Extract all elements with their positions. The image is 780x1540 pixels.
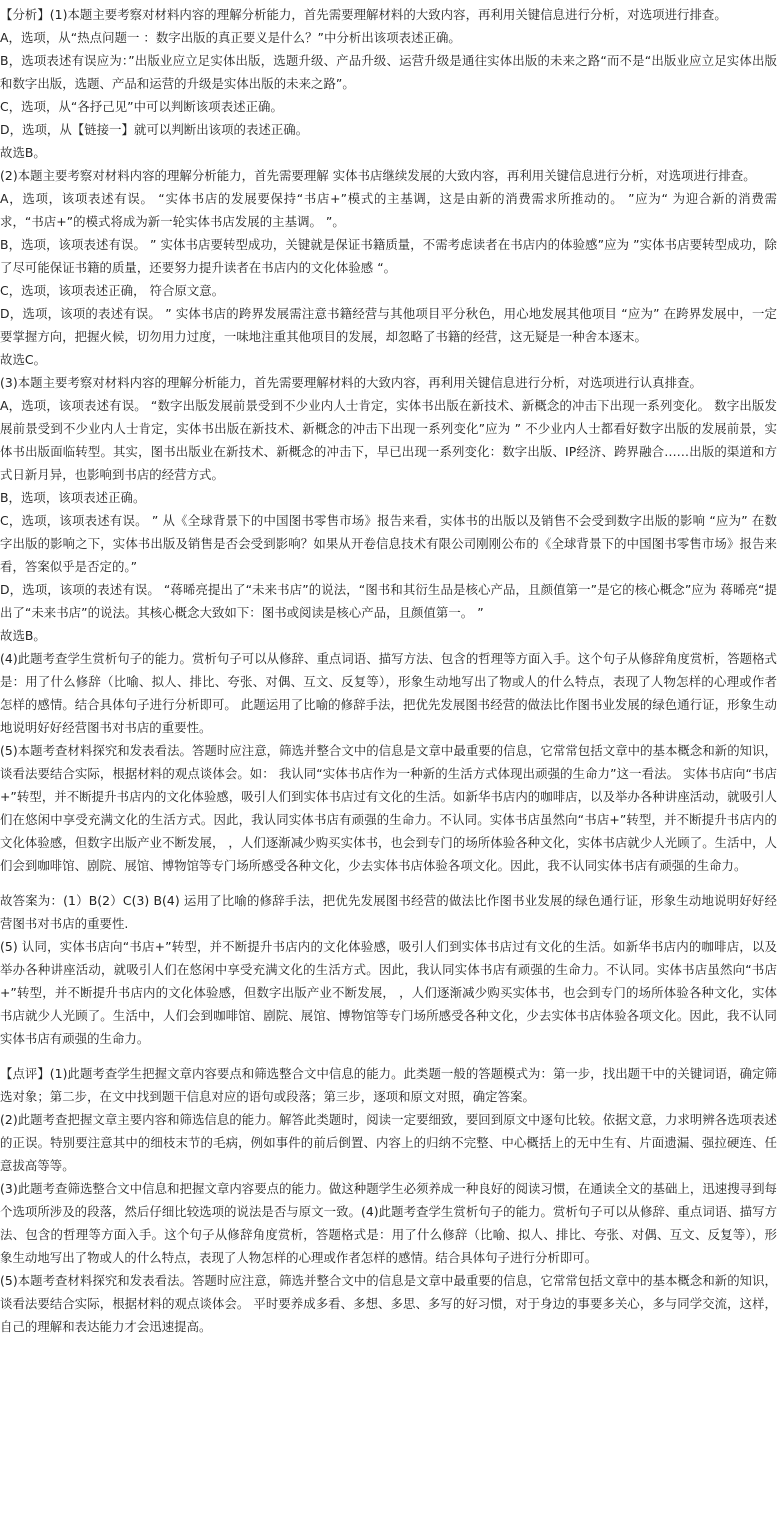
analysis-q2-intro: (2)本题主要考察对材料内容的理解分析能力，首先需要理解 实体书店继续发展的大致内容，再利用关键信息进行分析，对选项进行排查。 — [0, 168, 756, 183]
analysis-q3-option-b: B，选项，该项表述正确。 — [0, 490, 146, 505]
analysis-q3-option-a: A，选项，该项表述有误。 “数字出版发展前景受到不少业内人士肯定，实体书出版在新技术、新概念的冲击下出现一系列变化。 数字出版发展前景受到不少业内人士肯定，实体书出版在新技术、新概念的冲击下出现一系列变化”应为 ” 不少业内人士都看好数字出版的发展前景，实体书出版面临转型。其实，图书出版业在新技术、新概念的冲击下，早已出现一系列变化：数字出版、IP经济、跨界融合……出版的渠道和方式日新月异，也影响到书店的经营方式。 — [0, 398, 777, 482]
analysis-q1-option-a: A，选项，从“热点问题一 ：数字出版的真正要义是什么？”中分析出该项表述正确。 — [0, 30, 461, 45]
analysis-q3-choice: 故选B。 — [0, 628, 46, 643]
analysis-q2-option-c: C，选项，该项表述正确， 符合原文意。 — [0, 283, 225, 298]
analysis-q1-option-b: B，选项表述有误应为：”出版业应立足实体出版，选题升级、产品升级、运营升级是通往实体出版的未来之路“而不是“出版业应立足实体出版和数字出版，选题、产品和运营的升级是实体出版的未来之路”。 — [0, 53, 777, 91]
analysis-q5: (5)本题考查材料探究和发表看法。答题时应注意，筛选并整合文中的信息是文章中最重要的信息，它常常包括文章中的基本概念和新的知识，谈看法要结合实际，根据材料的观点谈体会。如： 我认同“实体书店作为一种新的生活方式体现出顽强的生命力”这一看法。 实体书店向“书店+”转型，并不断提升书店内的文化体验感，吸引人们到实体书店过有文化的生活。如新华书店内的咖啡店，以及举办各种讲座活动，就吸引人们在悠闲中享受充满文化的生活方式。因此，我认同实体书店有顽强的生命力。不认同。实体书店虽然向“书店+”转型，并不断提升书店内的文化体验感，但数字出版产业不断发展， ，人们逐渐减少购买实体书，也会到专门的场所体验各种文化，实体书店就少人光顾了。生活中，人们会到咖啡馆、剧院、展馆、博物馆等专门场所感受各种文化，少去实体书店体验各项文化。因此，我不认同实体书店有顽强的生命力。 — [0, 743, 777, 873]
answer-section — [0, 889, 777, 1050]
section-spacer — [0, 1050, 777, 1062]
answer-q1-q4: 故答案为：(1）B(2）C(3) B(4) 运用了比喻的修辞手法，把优先发展图书经营的做法比作图书业发展的绿色通行证，形象生动地说明好好经营图书对书店的重要性. — [0, 893, 777, 931]
comment-q2: (2)此题考查把握文章主要内容和筛选信息的能力。解答此类题时，阅读一定要细致，要回到原文中逐句比较。依据文意，力求明辨各选项表述的正误。特别要注意其中的细枝末节的毛病，例如事件的前后倒置、内容上的归纳不完整、中心概括上的无中生有、片面遗漏、强拉硬连、任意拔高等等。 — [0, 1112, 777, 1173]
analysis-q3-intro: (3)本题主要考察对材料内容的理解分析能力，首先需要理解材料的大致内容，再利用关键信息进行分析，对选项进行认真排查。 — [0, 375, 702, 390]
section-spacer — [0, 877, 777, 889]
analysis-q1-intro: 【分析】(1)本题主要考察对材料内容的理解分析能力，首先需要理解材料的大致内容，再利用关键信息进行分析，对选项进行排查。 — [0, 7, 727, 22]
comment-q3-q4: (3)此题考查筛选整合文中信息和把握文章内容要点的能力。做这种题学生必须养成一种良好的阅读习惯，在通读全文的基础上，迅速搜寻到每个选项所涉及的段落，然后仔细比较选项的说法是否与原文一致。(4)此题考查学生赏析句子的能力。赏析句子可以从修辞、重点词语、描写方法、包含的哲理等方面入手。这个句子从修辞角度赏析，答题格式是：用了什么修辞（比喻、拟人、排比、夸张、对偶、互文、反复等），形象生动地写出了物或人的什么特点，表现了人物怎样的心理或作者怎样的感情。结合具体句子进行分析即可。 — [0, 1181, 777, 1265]
analysis-q4: (4)此题考查学生赏析句子的能力。赏析句子可以从修辞、重点词语、描写方法、包含的哲理等方面入手。这个句子从修辞角度赏析，答题格式是：用了什么修辞（比喻、拟人、排比、夸张、对偶、互文、反复等），形象生动地写出了物或人的什么特点，表现了人物怎样的心理或作者怎样的感情。结合具体句子进行分析即可。 此题运用了比喻的修辞手法，把优先发展图书经营的做法比作图书业发展的绿色通行证，形象生动地说明好好经营图书对书店的重要性。 — [0, 651, 777, 735]
analysis-q2-choice: 故选C。 — [0, 352, 47, 367]
analysis-q1-choice: 故选B。 — [0, 145, 46, 160]
analysis-q2-option-a: A，选项，该项表述有误。 “实体书店的发展要保持“书店+”模式的主基调，这是由新的消费需求所推动的。 ”应为“ 为迎合新的消费需求，“书店+”的模式将成为新一轮实体书店发展的主基调。 ”。 — [0, 191, 777, 229]
analysis-section — [0, 3, 777, 877]
analysis-q3-option-d: D，选项，该项的表述有误。 “蒋晞亮提出了“未来书店”的说法，“图书和其衍生品是核心产品，且颜值第一”是它的核心概念”应为 蒋晞亮“提出了“未来书店”的说法。其核心概念大致如下：图书或阅读是核心产品，且颜值第一。 ” — [0, 582, 777, 620]
comment-q1: 【点评】(1)此题考查学生把握文章内容要点和筛选整合文中信息的能力。此类题一般的答题模式为：第一步，找出题干中的关键词语，确定筛选对象；第二步，在文中找到题干信息对应的语句或段落；第三步，逐项和原文对照，确定答案。 — [0, 1066, 777, 1104]
analysis-q3-option-c: C，选项，该项表述有误。 ” 从《全球背景下的中国图书零售市场》报告来看，实体书的出版以及销售不会受到数字出版的影响 “应为” 在数字出版的影响之下，实体书出版及销售是否会受到影响？如果从开卷信息技术有限公司刚刚公布的《全球背景下的中国图书零售市场》报告来看，答案似乎是否定的。” — [0, 513, 777, 574]
analysis-q1-option-c: C，选项，从“各抒己见”中可以判断该项表述正确。 — [0, 99, 283, 114]
analysis-q2-option-d: D，选项，该项的表述有误。 ” 实体书店的跨界发展需注意书籍经营与其他项目平分秋色，用心地发展其他项目 “应为” 在跨界发展中，一定要掌握方向，把握火候，切勿用力过度，一味地注重其他项目的发展，却忽略了书籍的经营，这无疑是一种舍本逐末。 — [0, 306, 777, 344]
answer-q5: (5) 认同，实体书店向“书店+”转型，并不断提升书店内的文化体验感，吸引人们到实体书店过有文化的生活。如新华书店内的咖啡店，以及举办各种讲座活动，就吸引人们在悠闲中享受充满文化的生活方式。因此，我认同实体书店有顽强的生命力。不认同。实体书店虽然向“书店+”转型，并不断提升书店内的文化体验感，但数字出版产业不断发展， ，人们逐渐减少购买实体书，也会到专门的场所体验各种文化，实体书店就少人光顾了。生活中，人们会到咖啡馆、剧院、展馆、博物馆等专门场所感受各种文化，少去实体书店体验各项文化。因此，我不认同实体书店有顽强的生命力。 — [0, 939, 777, 1046]
comment-q5: (5)本题考查材料探究和发表看法。答题时应注意，筛选并整合文中的信息是文章中最重要的信息，它常常包括文章中的基本概念和新的知识，谈看法要结合实际，根据材料的观点谈体会。 平时要养成多看、多想、多思、多写的好习惯，对于身边的事要多关心，多与同学交流，这样，自己的理解和表达能力才会迅速提高。 — [0, 1273, 777, 1334]
analysis-q2-option-b: B，选项，该项表述有误。 ” 实体书店要转型成功，关键就是保证书籍质量，不需考虑读者在书店内的体验感”应为 ”实体书店要转型成功，除了尽可能保证书籍的质量，还要努力提升读者在书店内的文化体验感 “。 — [0, 237, 777, 275]
analysis-q1-option-d: D，选项，从【链接一】就可以判断出该项的表述正确。 — [0, 122, 309, 137]
comment-section — [0, 1062, 777, 1338]
